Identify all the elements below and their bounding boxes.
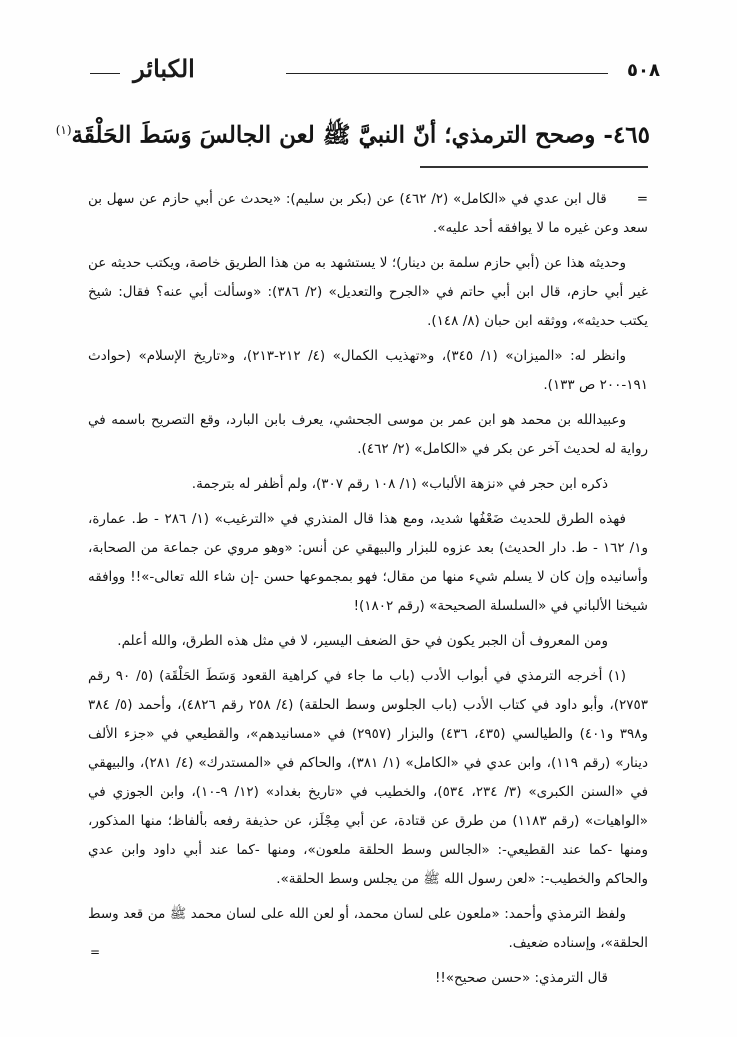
hadith-heading	[55, 110, 650, 156]
book-title-calligraphy: الكبائر	[133, 54, 195, 83]
paragraph: فهذه الطرق للحديث ضَعْفُها شديد، ومع هذا قال المنذري في «الترغيب» (١/ ٢٨٦ - ط. عمارة، و١/ ١٦٢ - ط. دار الحديث) بعد عزوه للبزار والبيهقي عن أنس: «وهو مروي عن جماعة من الصحابة، وأسانيده وإن كان لا يسلم شيء منها من مقال؛ فهو بمجموعها حسن -إن شاء الله تعالى-»!! ووافقه شيخنا الألباني في «السلسلة الصحيحة» (رقم ١٨٠٢)!	[88, 511, 648, 614]
paragraph: وانظر له: «الميزان» (١/ ٣٤٥)، و«تهذيب الكمال» (٤/ ٢١٢-٢١٣)، و«تاريخ الإسلام» (حوادث ١٩١-٢٠٠ ص ١٣٣).	[88, 348, 648, 393]
paragraph: ذكره ابن حجر في «نزهة الألباب» (١/ ١٠٨ رقم ٣٠٧)، ولم أظفر له بترجمة.	[191, 476, 608, 492]
page-number: ٥٠٨	[627, 60, 660, 81]
footnote-1	[88, 662, 648, 894]
continuation-mark-end: =	[90, 945, 101, 959]
footnote-continued: ولفظ الترمذي وأحمد: «ملعون على لسان محمد، أو لعن الله على لسان محمد ﷺ من قعد وسط الحلقة»، وإسناده ضعيف.	[88, 906, 648, 951]
footnote-reference: (١)	[55, 123, 72, 137]
footnote-continued: قال الترمذي: «حسن صحيح»!!	[434, 970, 608, 986]
hadith-heading-text: ٤٦٥- وصحح الترمذي؛ أنّ النبيَّ ﷺ لعن الجالسَ وَسَطَ الحَلْقَة	[71, 121, 650, 149]
footnote-separator	[420, 166, 648, 168]
header-rule	[286, 73, 608, 74]
footnote-body	[88, 185, 648, 999]
paragraph: ومن المعروف أن الجبر يكون في حق الضعف اليسير، لا في مثل هذه الطرق، والله أعلم.	[117, 633, 608, 649]
footnote-text: أخرجه الترمذي في أبواب الأدب (باب ما جاء في كراهية القعود وَسَطَ الحَلْقَة) (٥/ ٩٠ رقم ٢٧٥٣)، وأبو داود في كتاب الأدب (باب الجلوس وسط الحلقة) (٤/ ٢٥٨ رقم ٤٨٢٦)، وأحمد (٥/ ٣٨٤ و٣٩٨ و٤٠١) والطيالسي (٤٣٥، ٤٣٦) والبزار (٢٩٥٧) في «مسانيدهم»، والقطيعي في «جزء الألف دينار» (رقم ١١٩)، وابن عدي في «الكامل» (١/ ٣٨١)، والحاكم في «المستدرك» (٤/ ٢٨١)، والبيهقي في «السنن الكبرى» (٣/ ٢٣٤، ٥٣٤)، والخطيب في «تاريخ بغداد» (١٢/ ٩-١٠)، وابن الجوزي في «الواهيات» (رقم ١١٨٣) من طرق عن قتادة، عن أبي مِجْلَز، عن حذيفة رفعه بألفاظ؛ منها المذكور، ومنها -كما عند القطيعي-: «الجالس وسط الحلقة ملعون»، ومنها -كما عند أبي داود وابن عدي والحاكم والخطيب-: «لعن رسول الله ﷺ من يجلس وسط الحلقة».	[88, 668, 649, 887]
footnote-number: (١)	[608, 668, 626, 684]
header-rule-end	[90, 73, 120, 74]
paragraph: وحديثه هذا عن (أبي حازم سلمة بن دينار)؛ لا يستشهد به من هذا الطريق خاصة، ويكتب حديثه عن غير أبي حازم، قال ابن أبي حاتم في «الجرح والتعديل» (٢/ ٣٨٦): «وسألت أبي عنه؟ فقال: شيخ يكتب حديثه»، ووثقه ابن حبان (٨/ ١٤٨).	[88, 255, 648, 329]
continuation-mark: =	[636, 191, 648, 207]
paragraph: وعبيدالله بن محمد هو ابن عمر بن موسى الجحشي، يعرف بابن البارد، وقع التصريح باسمه في رواية له لحديث آخر عن بكر في «الكامل» (٢/ ٤٦٢).	[88, 412, 648, 457]
running-header	[90, 54, 660, 88]
paragraph	[88, 185, 648, 243]
paragraph-text: قال ابن عدي في «الكامل» (٢/ ٤٦٢) عن (بكر بن سليم): «يحدث عن أبي حازم عن سهل بن سعد وعن غيره ما لا يوافقه أحد عليه».	[88, 191, 648, 236]
